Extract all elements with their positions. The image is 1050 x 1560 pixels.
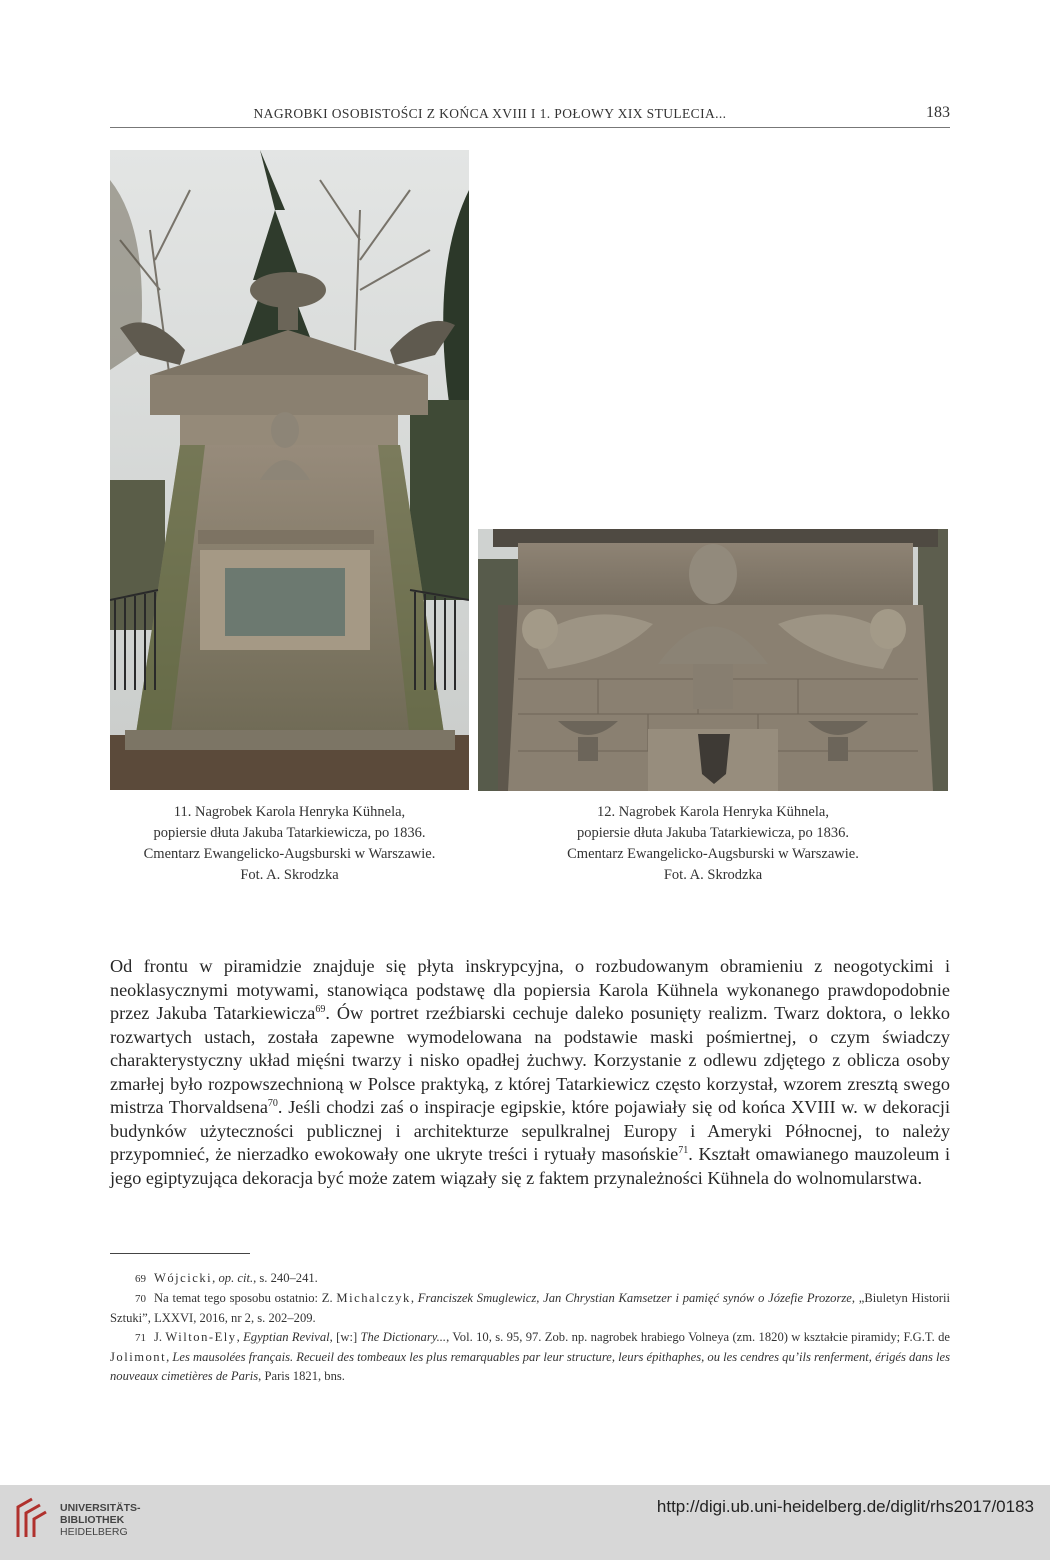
figure-11-caption <box>110 802 469 886</box>
footnote-71 <box>110 1328 950 1386</box>
footnote-ref-69[interactable]: 69 <box>315 1003 326 1015</box>
body-text-part: . Kształt omawianego mauzoleum i jego egiptyzująca dekoracja być może zatem wiązały się z faktem przynależności Kühnela do wolnomularstwa. <box>110 1144 951 1188</box>
footnote-ref-71[interactable]: 71 <box>678 1144 689 1156</box>
footnote-text: , Paris 1821, bns. <box>258 1369 345 1383</box>
caption-line: 12. Nagrobek Karola Henryka Kühnela, <box>597 804 829 820</box>
footnote-rule <box>110 1253 250 1254</box>
footnote-text: , <box>236 1330 244 1344</box>
logo-line: BIBLIOTHEK <box>60 1514 125 1526</box>
body-text-part: Od frontu w piramidzie znajduje się płyta inskrypcyjna, o rozbudowanym obramieniu z neogotyckimi i neoklasycznymi motywami, stanowiąca podstawę dla popiersia Karola Kühnela wykonanego prawdopodobnie przez Jakuba Tatarkiewicza <box>110 956 950 1023</box>
logo-line: HEIDELBERG <box>60 1526 128 1538</box>
footnote-text: Na temat tego sposobu ostatnio: Z. <box>154 1291 337 1305</box>
footnote-author: Jolimont <box>110 1350 167 1364</box>
running-header: NAGROBKI OSOBISTOŚCI Z KOŃCA XVIII I 1. POŁOWY XIX STULECIA... <box>253 106 727 121</box>
footnote-author: Wilton-Ely <box>165 1330 237 1344</box>
caption-line: Fot. A. Skrodzka <box>663 867 763 883</box>
footnote-text: , <box>410 1291 418 1305</box>
caption-line: popiersie dłuta Jakuba Tatarkiewicza, po 1836. <box>153 825 426 841</box>
header-rule <box>110 127 950 128</box>
figure-12-photo <box>478 529 948 791</box>
footnote-number: 70 <box>135 1293 146 1305</box>
page-number: 183 <box>926 104 950 121</box>
footnote-number: 71 <box>135 1332 146 1344</box>
logo-line: UNIVERSITÄTS- <box>60 1502 141 1514</box>
footnote-text: , s. 240–241. <box>253 1271 318 1285</box>
footnote-ref-70[interactable]: 70 <box>267 1097 278 1109</box>
footnote-italic: Les mausolées français. Recueil des tombeaux les plus remarquables par leur structure, leurs épithaphes, ou les cendres qu’ils renferment, érigés dans les nouveaux cimetières de Paris <box>110 1350 950 1383</box>
footnote-italic: The Dictionary... <box>360 1330 447 1344</box>
footnote-author: Michalczyk <box>336 1291 411 1305</box>
library-logo-icon <box>14 1497 50 1539</box>
footnote-text: , [w:] <box>329 1330 361 1344</box>
footnote-text: , Vol. 10, s. 95, 97. Zob. np. nagrobek hrabiego Volneya (zm. 1820) w kształcie piramidy; F.G.T. de <box>446 1330 950 1344</box>
footnote-number: 69 <box>135 1273 146 1285</box>
footnote-70 <box>110 1289 950 1328</box>
caption-line: Cmentarz Ewangelicko-Augsburski w Warszawie. <box>567 846 859 862</box>
body-text-part: . Jeśli chodzi zaś o inspiracje egipskie, które pojawiały się od końca XVIII w. w dekoracji budynków użyteczności publicznej i architekturze sepulkralnej Europy i Ameryki Północnej, to należy przypomnieć, że nierzadko ewokowały one ukryte treści i rytuały masońskie <box>110 1097 950 1164</box>
body-text-part: . Ów portret rzeźbiarski cechuje daleko posunięty realizm. Twarz doktora, o lekko rozwartych ustach, została zapewne wymodelowana na podstawie maski pośmiertnej, o czym świadczy charakterystyczny układ mięśni twarzy i nisko opadłej żuchwy. Korzystanie z odlewu zdjętego z oblicza osoby zmarłej było rozpowszechnioną w Polsce praktyką, z której Tatarkiewicz często korzystał, wzorem zresztą swego mistrza Thorvaldsena <box>110 1003 950 1117</box>
footnote-text: , <box>166 1350 173 1364</box>
footnote-text: , „Biuletyn Historii Sztuki”, LXXVI, 2016, nr 2, s. 202–209. <box>110 1291 950 1325</box>
footnote-69 <box>110 1269 950 1289</box>
footnote-italic: op. cit. <box>218 1271 254 1285</box>
figure-12-caption <box>478 802 948 886</box>
footnotes <box>110 1269 950 1386</box>
figure-11-photo <box>110 150 469 790</box>
caption-line: popiersie dłuta Jakuba Tatarkiewicza, po 1836. <box>576 825 850 841</box>
library-logo-text <box>60 1502 141 1538</box>
footnote-author: Wójcicki <box>154 1271 213 1285</box>
caption-line: 11. Nagrobek Karola Henryka Kühnela, <box>173 804 406 820</box>
body-paragraph <box>110 955 950 1190</box>
caption-line: Fot. A. Skrodzka <box>240 867 339 883</box>
footnote-italic: Egyptian Revival <box>243 1330 330 1344</box>
footnote-italic: Franciszek Smuglewicz, Jan Chrystian Kamsetzer i pamięć synów o Józefie Prozorze <box>417 1291 852 1305</box>
footnote-text: J. <box>154 1330 166 1344</box>
footnote-text: , <box>212 1271 219 1285</box>
source-url-link[interactable]: http://digi.ub.uni-heidelberg.de/diglit/rhs2017/0183 <box>656 1497 1034 1516</box>
caption-line: Cmentarz Ewangelicko-Augsburski w Warszawie. <box>143 846 436 862</box>
